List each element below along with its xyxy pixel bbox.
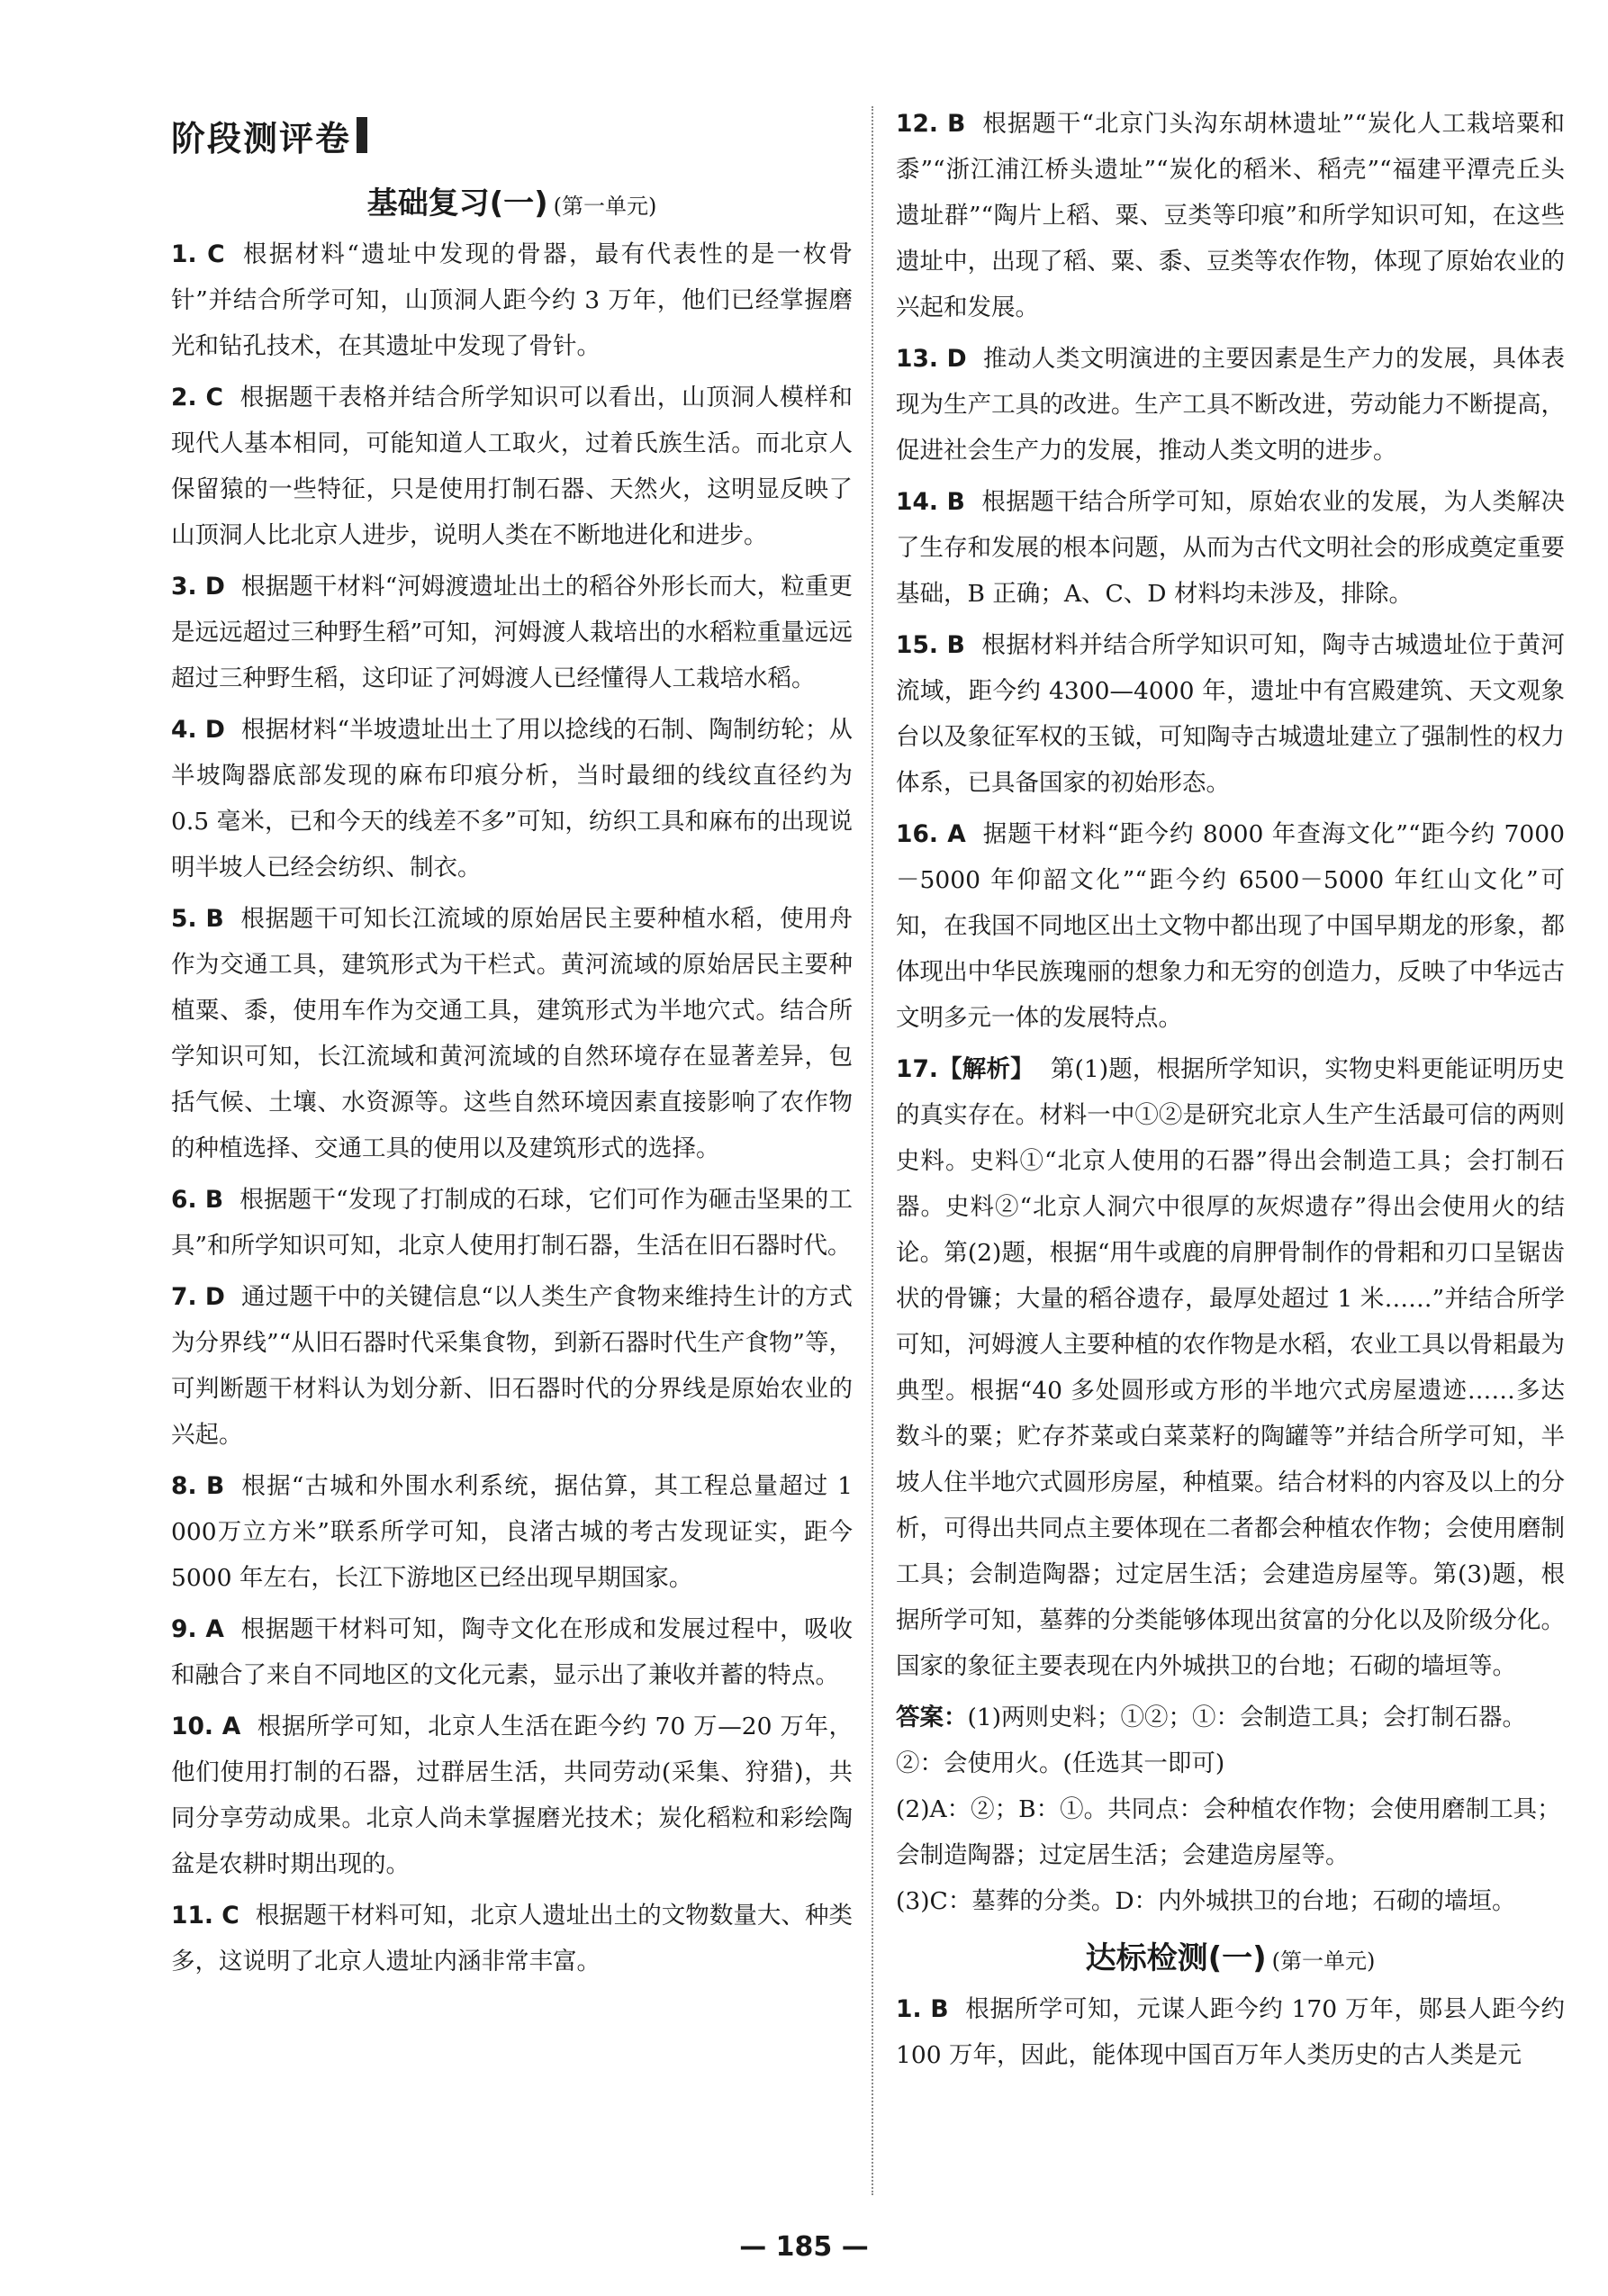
item-text: 根据题干材料“河姆渡遗址出土的稻谷外形长而大，粒重更是远远超过三种野生稻”可知，河姆渡人栽培出的水稻粒重量远远超过三种野生稻，这印证了河姆渡人已经懂得人工栽培水稻。 xyxy=(171,573,853,692)
answer-line xyxy=(896,1878,1565,1924)
answer-item xyxy=(896,479,1565,617)
answer-item xyxy=(896,1986,1565,2078)
item-text: 根据题干材料可知，陶寺文化在形成和发展过程中，吸收和融合了来自不同地区的文化元素，显示出了兼收并蓄的特点。 xyxy=(171,1615,854,1689)
answer-line xyxy=(896,1695,1565,1786)
item-number: 11. C xyxy=(171,1902,239,1930)
item-text: 根据材料并结合所学知识可知，陶寺古城遗址位于黄河流域，距今约 4300—4000 年，遗址中有宫殿建筑、天文观象台以及象征军权的玉钺，可知陶寺古城遗址建立了强制性的权力体系，已具备国家的初始形态。 xyxy=(896,631,1565,797)
item-number: 1. C xyxy=(171,240,225,268)
item-text: 推动人类文明演进的主要因素是生产力的发展，具体表现为生产工具的改进。生产工具不断改进，劳动能力不断提高，促进社会生产力的发展，推动人类文明的进步。 xyxy=(896,345,1566,465)
item-number: 17.【解析】 xyxy=(896,1055,1034,1083)
subtitle-main: 达标检测(一) xyxy=(1085,1940,1267,1976)
item-number: 8. B xyxy=(171,1472,225,1500)
item-number: 6. B xyxy=(171,1186,224,1214)
answer-item xyxy=(171,1463,853,1601)
item-number: 15. B xyxy=(896,631,965,659)
answer-item xyxy=(171,896,853,1171)
answer-label: 答案： xyxy=(896,1704,968,1731)
left-column xyxy=(171,106,853,1990)
answer-item xyxy=(171,1893,853,1984)
answer-item xyxy=(171,375,853,558)
item-number: 1. B xyxy=(896,1995,949,2023)
item-number: 3. D xyxy=(171,573,225,601)
answer-item xyxy=(896,101,1565,330)
item-text: 根据材料“半坡遗址出土了用以捻线的石制、陶制纺轮；从半坡陶器底部发现的麻布印痕分析，当时最细的线纹直径约为 0.5 毫米，已和今天的线差不多”可知，纺织工具和麻布的出现说明半坡人已经会纺织、制衣。 xyxy=(171,716,853,881)
section-header xyxy=(171,106,853,164)
answer-text: (2)A：②；B：①。共同点：会种植农作物；会使用磨制工具；会制造陶器；过定居生活；会建造房屋等。 xyxy=(896,1795,1561,1869)
item-number: 9. A xyxy=(171,1615,224,1643)
item-number: 10. A xyxy=(171,1713,241,1740)
answer-item xyxy=(896,622,1565,806)
item-number: 4. D xyxy=(171,716,225,744)
item-number: 12. B xyxy=(896,110,966,138)
item-text: 据题干材料“距今约 8000 年查海文化”“距今约 7000－5000 年仰韶文化”“距今约 6500－5000 年红山文化”可知，在我国不同地区出土文物中都出现了中国早期龙的形象，都体现出中华民族瑰丽的想象力和无穷的创造力，反映了中华远古文明多元一体的发展特点。 xyxy=(896,820,1565,1032)
item-number: 7. D xyxy=(171,1283,225,1311)
answer-line xyxy=(896,1786,1565,1878)
item-text: 根据题干“北京门头沟东胡林遗址”“炭化人工栽培粟和黍”“浙江浦江桥头遗址”“炭化的稻米、稻壳”“福建平潭壳丘头遗址群”“陶片上稻、粟、豆类等印痕”和所学知识可知，在这些遗址中，出现了稻、粟、黍、豆类等农作物，体现了原始农业的兴起和发展。 xyxy=(896,110,1565,321)
item-number: 13. D xyxy=(896,345,967,373)
item-text: 第(1)题，根据所学知识，实物史料更能证明历史的真实存在。材料一中①②是研究北京人生产生活最可信的两则史料。史料①“北京人使用的石器”得出会制造工具；会打制石器。史料②“北京人洞穴中很厚的灰烬遗存”得出会使用火的结论。第(2)题，根据“用牛或鹿的肩胛骨制作的骨耜和刃口呈锯齿状的骨镰；大量的稻谷遗存，最厚处超过 1 米……”并结合所学可知，河姆渡人主要种植的农作物是水稻，农业工具以骨耜最为典型。根据“40 多处圆形或方形的半地穴式房屋遗迹……多达数斗的粟；贮存芥菜或白菜菜籽的陶罐等”并结合所学可知，半坡人住半地穴式圆形房屋，种植粟。结合材料的内容及以上的分析，可得出共同点主要体现在二者都会种植农作物；会使用磨制工具；会制造陶器；过定居生活；会建造房屋等。第(3)题，根据所学可知，墓葬的分类能够体现出贫富的分化以及阶级分化。国家的象征主要表现在内外城拱卫的台地；石砌的墙垣等。 xyxy=(896,1055,1565,1680)
item-text: 根据题干“发现了打制成的石球，它们可作为砸击坚果的工具”和所学知识可知，北京人使用打制石器，生活在旧石器时代。 xyxy=(171,1186,853,1260)
item-number: 5. B xyxy=(171,905,224,933)
item-text: 根据所学可知，北京人生活在距今约 70 万—20 万年，他们使用打制的石器，过群居生活，共同劳动(采集、狩猎)，共同分享劳动成果。北京人尚未掌握磨光技术；炭化稻粒和彩绘陶盆是农耕时期出现的。 xyxy=(171,1713,853,1878)
item-text: 根据题干材料可知，北京人遗址出土的文物数量大、种类多，这说明了北京人遗址内涵非常丰富。 xyxy=(171,1902,853,1975)
answer-item xyxy=(896,811,1565,1041)
subtitle-standard-test xyxy=(896,1933,1565,1977)
subtitle-main: 基础复习(一) xyxy=(366,185,548,221)
answer-item xyxy=(171,231,853,369)
answer-item xyxy=(171,564,853,701)
answer-item xyxy=(171,1274,853,1458)
item-text: 通过题干中的关键信息“以人类生产食物来维持生计的方式为分界线”“从旧石器时代采集食物，到新石器时代生产食物”等，可判断题干材料认为划分新、旧石器时代的分界线是原始农业的兴起。 xyxy=(171,1283,853,1449)
item-text: 根据材料“遗址中发现的骨器，最有代表性的是一枚骨针”并结合所学可知，山顶洞人距今约 3 万年，他们已经掌握磨光和钻孔技术，在其遗址中发现了骨针。 xyxy=(171,240,853,360)
item-text: 根据所学可知，元谋人距今约 170 万年，郧县人距今约 100 万年，因此，能体现中国百万年人类历史的古人类是元 xyxy=(896,1995,1565,2069)
section-marker xyxy=(357,117,367,153)
item-number: 14. B xyxy=(896,488,965,516)
item-text: 根据题干可知长江流域的原始居民主要种植水稻，使用舟作为交通工具，建筑形式为干栏式。黄河流域的原始居民主要种植粟、黍，使用车作为交通工具，建筑形式为半地穴式。结合所学知识可知，长江流域和黄河流域的自然环境存在显著差异，包括气候、土壤、水资源等。这些自然环境因素直接影响了农作物的种植选择、交通工具的使用以及建筑形式的选择。 xyxy=(171,905,854,1162)
answer-item xyxy=(171,1606,853,1698)
column-divider xyxy=(872,106,873,2195)
answer-text: (3)C：墓葬的分类。D：内外城拱卫的台地；石砌的墙垣。 xyxy=(896,1887,1516,1915)
answer-item xyxy=(896,336,1565,474)
right-column xyxy=(896,101,1565,2084)
item-text: 根据题干表格并结合所学知识可以看出，山顶洞人模样和现代人基本相同，可能知道人工取火，过着氏族生活。而北京人保留猿的一些特征，只是使用打制石器、天然火，这明显反映了山顶洞人比北京人进步，说明人类在不断地进化和进步。 xyxy=(171,384,854,549)
item-number: 16. A xyxy=(896,820,966,848)
subtitle-note: (第一单元) xyxy=(1271,1948,1376,1974)
item-number: 2. C xyxy=(171,384,223,411)
page-number: — 185 — xyxy=(739,2231,869,2263)
subtitle-basic-review xyxy=(171,178,853,222)
answer-item xyxy=(171,1177,853,1269)
answer-item xyxy=(171,1704,853,1887)
item-text: 根据“古城和外围水利系统，据估算，其工程总量超过 1 000万立方米”联系所学可知，良渚古城的考古发现证实，距今 5000 年左右，长江下游地区已经出现早期国家。 xyxy=(171,1472,853,1592)
subtitle-note: (第一单元) xyxy=(553,194,657,219)
answer-item xyxy=(171,707,853,890)
section-title: 阶段测评卷 xyxy=(171,118,352,158)
answer-text: (1)两则史料；①②；①：会制造工具；会打制石器。②：会使用火。(任选其一即可) xyxy=(896,1704,1527,1777)
item-text: 根据题干结合所学可知，原始农业的发展，为人类解决了生存和发展的根本问题，从而为古代文明社会的形成奠定重要基础，B 正确；A、C、D 材料均未涉及，排除。 xyxy=(896,488,1565,608)
answer-item xyxy=(896,1046,1565,1689)
